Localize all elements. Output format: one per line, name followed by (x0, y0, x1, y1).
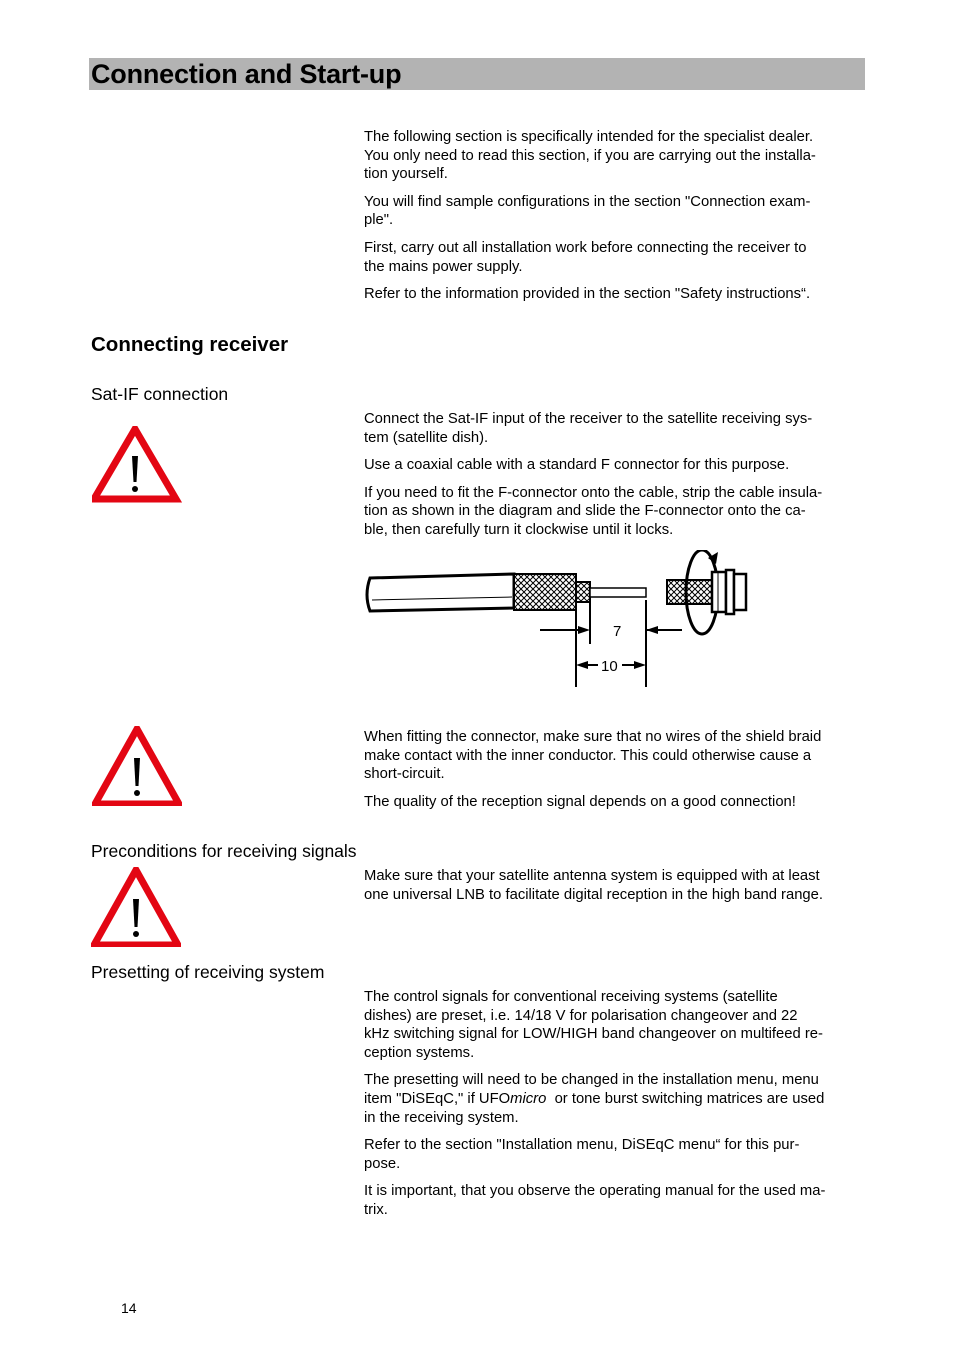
presetting-italic: micro (510, 1090, 547, 1107)
presetting-line: dishes) are preset, i.e. 14/18 V for polarisation changeover and 22 (364, 1007, 798, 1024)
presetting-segment: item "DiSEqC," if UFO (364, 1090, 511, 1107)
intro-line: You will find sample configurations in the section "Connection exam- (364, 193, 811, 210)
warning2-text (364, 728, 864, 811)
page-number: 14 (121, 1300, 137, 1316)
satif-line: If you need to fit the F-connector onto the cable, strip the cable insula- (364, 484, 823, 501)
warning-icon (92, 726, 182, 806)
presetting-line: pose. (364, 1155, 401, 1172)
satif-line: tion as shown in the diagram and slide the F-connector onto the ca- (364, 503, 806, 520)
presetting-line: in the receiving system. (364, 1109, 519, 1126)
section-heading: Connecting receiver (91, 333, 289, 356)
intro-text (364, 128, 864, 304)
intro-line: First, carry out all installation work before connecting the receiver to (364, 239, 807, 256)
cable-strip-diagram (362, 550, 754, 690)
presetting-segment: or tone burst switching matrices are used (546, 1090, 825, 1107)
presetting-line (364, 1090, 864, 1109)
preconditions-line: one universal LNB to facilitate digital reception in the high band range. (364, 886, 823, 903)
intro-line: ple". (364, 212, 394, 229)
satif-line: tem (satellite dish). (364, 429, 489, 446)
presetting-line: The control signals for conventional receiving systems (satellite (364, 989, 778, 1005)
presetting-line: Refer to the section "Installation menu, DiSEqC menu“ for this pur- (364, 1137, 800, 1154)
preconditions-text (364, 867, 864, 904)
intro-line: You only need to read this section, if you are carrying out the installa- (364, 147, 816, 164)
presetting-line: kHz switching signal for LOW/HIGH band changeover on multifeed re- (364, 1026, 823, 1043)
presetting-heading: Presetting of receiving system (91, 962, 325, 982)
presetting-line: ception systems. (364, 1044, 475, 1061)
satif-line: Connect the Sat-IF input of the receiver to the satellite receiving sys- (364, 411, 813, 427)
warning-icon (92, 426, 182, 506)
satif-line: Use a coaxial cable with a standard F connector for this purpose. (364, 457, 790, 474)
presetting-line: The presetting will need to be changed in the installation menu, menu (364, 1072, 819, 1089)
dimension-label-10: 10 (601, 658, 618, 675)
warning2-line: When fitting the connector, make sure that no wires of the shield braid (364, 729, 822, 745)
warning2-line: short-circuit. (364, 766, 445, 783)
title-bar (89, 58, 865, 90)
preconditions-heading: Preconditions for receiving signals (91, 841, 357, 861)
page-title: Connection and Start-up (91, 59, 402, 89)
intro-line: the mains power supply. (364, 258, 523, 275)
warning2-line: The quality of the reception signal depends on a good connection! (364, 793, 796, 810)
intro-line: Refer to the information provided in the section "Safety instructions“. (364, 286, 811, 303)
presetting-text (364, 988, 864, 1220)
satif-line: ble, then carefully turn it clockwise until it locks. (364, 521, 674, 538)
satif-heading: Sat-IF connection (91, 384, 229, 404)
intro-line: tion yourself. (364, 166, 448, 183)
preconditions-line: Make sure that your satellite antenna system is equipped with at least (364, 868, 820, 884)
presetting-line: trix. (364, 1201, 388, 1218)
satif-text (364, 410, 864, 540)
warning2-line: make contact with the inner conductor. This could otherwise cause a (364, 747, 812, 764)
dimension-label-7: 7 (613, 623, 622, 640)
intro-line: The following section is specifically intended for the specialist dealer. (364, 129, 814, 145)
warning-icon (91, 867, 181, 947)
presetting-line: It is important, that you observe the operating manual for the used ma- (364, 1183, 826, 1200)
